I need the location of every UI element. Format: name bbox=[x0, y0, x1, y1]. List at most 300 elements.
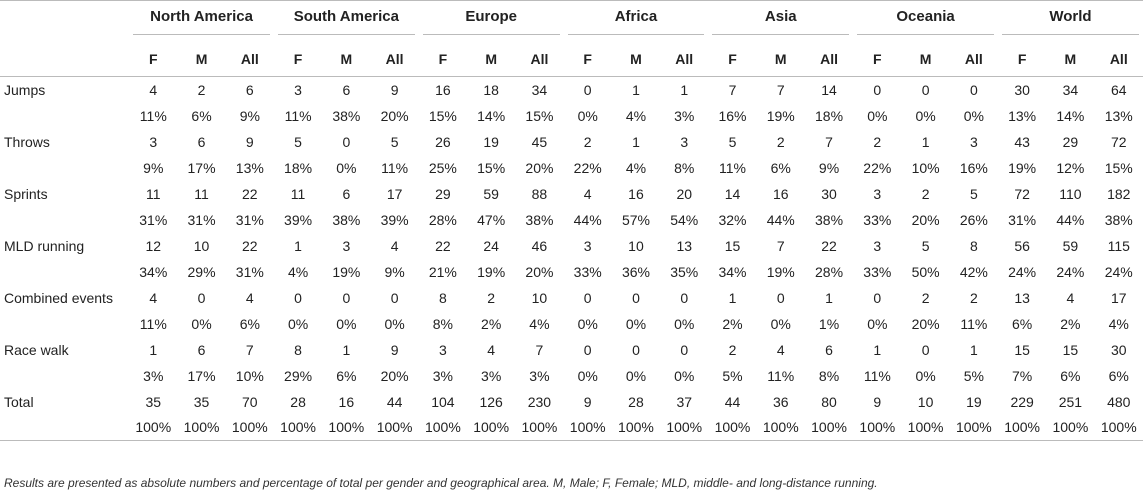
count-cell: 1 bbox=[632, 133, 640, 150]
count-cell: 17 bbox=[386, 185, 403, 202]
count-cell: 88 bbox=[531, 185, 548, 202]
percent-cell: 19% bbox=[766, 263, 795, 280]
percent-cell: 44% bbox=[766, 211, 795, 228]
count-cell: 5 bbox=[390, 133, 399, 150]
percent-cell: 25% bbox=[428, 159, 457, 176]
count-cell: 229 bbox=[1010, 393, 1034, 410]
percent-cell: 0% bbox=[336, 159, 357, 176]
count-cell: 1 bbox=[680, 81, 689, 98]
percent-cell: 20% bbox=[380, 107, 409, 124]
count-cell: 44 bbox=[386, 393, 403, 410]
count-cell: 20 bbox=[676, 185, 693, 202]
percent-cell: 6% bbox=[1060, 367, 1081, 384]
count-cell: 0 bbox=[969, 81, 978, 98]
count-cell: 5 bbox=[921, 237, 930, 254]
count-cell: 6 bbox=[342, 185, 351, 202]
percent-cell: 0% bbox=[625, 367, 647, 384]
count-cell: 7 bbox=[776, 237, 785, 254]
count-cell: 4 bbox=[390, 237, 399, 254]
percent-cell: 6% bbox=[239, 315, 260, 332]
count-cell: 6 bbox=[245, 81, 254, 98]
percent-cell: 4% bbox=[1108, 315, 1129, 332]
percent-cell: 0% bbox=[963, 107, 984, 124]
row-label: Throws bbox=[4, 133, 50, 150]
count-cell: 5 bbox=[728, 133, 737, 150]
percent-cell: 38% bbox=[525, 211, 554, 228]
count-cell: 13 bbox=[676, 237, 693, 254]
percent-cell: 33% bbox=[573, 263, 602, 280]
percent-cell: 24% bbox=[1104, 263, 1133, 280]
percent-cell: 0% bbox=[336, 315, 357, 332]
percent-cell: 20% bbox=[525, 159, 554, 176]
count-cell: 28 bbox=[628, 393, 644, 410]
gender-header: M bbox=[485, 51, 497, 68]
table-row-percentages bbox=[0, 103, 1143, 129]
percent-cell: 39% bbox=[284, 211, 313, 228]
count-cell: 1 bbox=[294, 237, 302, 254]
percent-cell: 6% bbox=[770, 159, 791, 176]
count-cell: 70 bbox=[242, 393, 258, 410]
count-cell: 6 bbox=[342, 81, 351, 98]
percent-cell: 100% bbox=[618, 419, 654, 436]
count-cell: 22 bbox=[821, 237, 837, 254]
count-cell: 10 bbox=[917, 393, 934, 410]
count-cell: 8 bbox=[294, 341, 302, 358]
percent-cell: 3% bbox=[529, 367, 550, 384]
table-row-percentages bbox=[0, 259, 1143, 285]
count-cell: 7 bbox=[245, 341, 254, 358]
row-label-empty bbox=[0, 207, 129, 233]
count-cell: 16 bbox=[435, 81, 451, 98]
count-cell: 35 bbox=[193, 393, 210, 410]
gender-header: F bbox=[1017, 51, 1027, 68]
percent-cell: 9% bbox=[239, 107, 260, 124]
count-cell: 3 bbox=[969, 133, 978, 150]
percent-cell: 32% bbox=[718, 211, 747, 228]
percent-cell: 8% bbox=[674, 159, 695, 176]
count-cell: 0 bbox=[680, 289, 689, 306]
row-label-empty bbox=[0, 311, 129, 337]
count-cell: 0 bbox=[632, 289, 640, 306]
row-label-empty bbox=[0, 103, 129, 129]
percent-cell: 100% bbox=[376, 419, 413, 436]
percent-cell: 14% bbox=[1056, 107, 1085, 124]
gender-header: M bbox=[630, 51, 642, 68]
table-row-percentages bbox=[0, 311, 1143, 337]
count-cell: 11 bbox=[146, 185, 161, 202]
percent-cell: 9% bbox=[818, 159, 840, 176]
count-cell: 4 bbox=[245, 289, 254, 306]
count-cell: 251 bbox=[1058, 393, 1083, 410]
count-cell: 59 bbox=[483, 185, 499, 202]
count-cell: 0 bbox=[342, 133, 351, 150]
table-row-counts bbox=[0, 181, 1143, 207]
percent-cell: 47% bbox=[477, 211, 506, 228]
count-cell: 6 bbox=[825, 341, 833, 358]
percent-cell: 22% bbox=[573, 159, 602, 176]
percent-cell: 100% bbox=[859, 419, 896, 436]
percent-cell: 0% bbox=[287, 315, 309, 332]
count-cell: 104 bbox=[431, 393, 455, 410]
percent-cell: 100% bbox=[135, 419, 172, 436]
gender-header: M bbox=[1064, 51, 1077, 68]
region-header-label: Asia bbox=[712, 8, 849, 35]
percent-cell: 13% bbox=[1104, 107, 1133, 124]
count-cell: 7 bbox=[825, 133, 833, 150]
percent-cell: 100% bbox=[907, 419, 944, 436]
region-header-label: Europe bbox=[423, 8, 560, 35]
gender-header: F bbox=[148, 51, 158, 68]
gender-header: All bbox=[240, 51, 259, 68]
table-row-percentages bbox=[0, 363, 1143, 389]
percent-cell: 29% bbox=[187, 263, 216, 280]
table-row-counts bbox=[0, 337, 1143, 363]
percent-cell: 100% bbox=[1052, 419, 1089, 436]
gender-header-row bbox=[0, 43, 1143, 77]
percent-cell: 11% bbox=[960, 315, 988, 332]
percent-cell: 3% bbox=[143, 367, 164, 384]
region-header bbox=[129, 1, 274, 43]
percent-cell: 2% bbox=[722, 315, 743, 332]
percent-cell: 6% bbox=[336, 367, 357, 384]
percent-cell: 14% bbox=[477, 107, 506, 124]
row-label: Total bbox=[4, 393, 34, 410]
row-label: MLD running bbox=[4, 237, 85, 254]
count-cell: 230 bbox=[527, 393, 552, 410]
percent-cell: 10% bbox=[911, 159, 940, 176]
percent-cell: 0% bbox=[674, 367, 695, 384]
count-cell: 30 bbox=[821, 185, 837, 202]
percent-cell: 5% bbox=[963, 367, 984, 384]
percent-cell: 11% bbox=[767, 367, 795, 384]
count-cell: 1 bbox=[921, 133, 930, 150]
percent-cell: 16% bbox=[718, 107, 747, 124]
percent-cell: 12% bbox=[1056, 159, 1085, 176]
percent-cell: 16% bbox=[959, 159, 988, 176]
count-cell: 0 bbox=[873, 81, 882, 98]
percent-cell: 21% bbox=[428, 263, 457, 280]
percent-cell: 29% bbox=[284, 367, 313, 384]
percent-cell: 36% bbox=[621, 263, 650, 280]
percent-cell: 19% bbox=[1008, 159, 1037, 176]
count-cell: 10 bbox=[531, 289, 548, 306]
percent-cell: 13% bbox=[235, 159, 264, 176]
table-row-percentages bbox=[0, 207, 1143, 233]
count-cell: 15 bbox=[1014, 341, 1030, 358]
percent-cell: 22% bbox=[863, 159, 892, 176]
count-cell: 0 bbox=[197, 289, 206, 306]
count-cell: 45 bbox=[531, 133, 548, 150]
count-cell: 35 bbox=[145, 393, 162, 410]
count-cell: 10 bbox=[193, 237, 210, 254]
count-cell: 0 bbox=[632, 341, 640, 358]
percent-cell: 44% bbox=[573, 211, 602, 228]
count-cell: 3 bbox=[873, 237, 882, 254]
count-cell: 3 bbox=[438, 341, 447, 358]
percent-cell: 20% bbox=[911, 211, 940, 228]
percent-cell: 100% bbox=[811, 419, 847, 436]
count-cell: 9 bbox=[583, 393, 592, 410]
count-cell: 11 bbox=[290, 185, 306, 202]
count-cell: 8 bbox=[438, 289, 447, 306]
percent-cell: 24% bbox=[1056, 263, 1085, 280]
region-header bbox=[998, 1, 1143, 43]
count-cell: 0 bbox=[583, 81, 592, 98]
count-cell: 19 bbox=[966, 393, 982, 410]
percent-cell: 54% bbox=[670, 211, 699, 228]
count-cell: 9 bbox=[390, 341, 399, 358]
percent-cell: 44% bbox=[1056, 211, 1085, 228]
count-cell: 115 bbox=[1107, 237, 1130, 254]
count-cell: 36 bbox=[772, 393, 789, 410]
percent-cell: 6% bbox=[1108, 367, 1129, 384]
count-cell: 37 bbox=[676, 393, 693, 410]
count-cell: 8 bbox=[969, 237, 978, 254]
percent-cell: 13% bbox=[1008, 107, 1037, 124]
count-cell: 182 bbox=[1107, 185, 1131, 202]
percent-cell: 0% bbox=[867, 107, 888, 124]
count-cell: 4 bbox=[776, 341, 785, 358]
percent-cell: 19% bbox=[332, 263, 361, 280]
percent-cell: 18% bbox=[284, 159, 313, 176]
row-label: Combined events bbox=[4, 289, 113, 306]
count-cell: 16 bbox=[628, 185, 644, 202]
gender-header: M bbox=[774, 51, 787, 68]
table-row-counts bbox=[0, 285, 1143, 311]
percent-cell: 100% bbox=[183, 419, 220, 436]
corner-cell bbox=[0, 43, 129, 77]
percent-cell: 0% bbox=[770, 315, 791, 332]
percent-cell: 100% bbox=[473, 419, 510, 436]
percent-cell: 7% bbox=[1012, 367, 1033, 384]
count-cell: 22 bbox=[435, 237, 451, 254]
gender-header: All bbox=[820, 51, 838, 68]
percent-cell: 15% bbox=[1104, 159, 1133, 176]
count-cell: 72 bbox=[1014, 185, 1030, 202]
count-cell: 44 bbox=[724, 393, 741, 410]
count-cell: 2 bbox=[921, 289, 930, 306]
percent-cell: 19% bbox=[766, 107, 795, 124]
count-cell: 29 bbox=[1062, 133, 1079, 150]
percent-cell: 100% bbox=[666, 419, 703, 436]
percent-cell: 4% bbox=[529, 315, 550, 332]
percent-cell: 0% bbox=[384, 315, 405, 332]
percent-cell: 17% bbox=[187, 367, 216, 384]
count-cell: 5 bbox=[969, 185, 978, 202]
count-cell: 29 bbox=[435, 185, 451, 202]
count-cell: 3 bbox=[680, 133, 689, 150]
percent-cell: 0% bbox=[867, 315, 888, 332]
percent-cell: 0% bbox=[625, 315, 647, 332]
percent-cell: 28% bbox=[428, 211, 457, 228]
count-cell: 4 bbox=[1066, 289, 1075, 306]
count-cell: 126 bbox=[479, 393, 503, 410]
gender-header: M bbox=[195, 51, 208, 68]
count-cell: 110 bbox=[1059, 185, 1082, 202]
count-cell: 7 bbox=[535, 341, 544, 358]
table-row-counts bbox=[0, 77, 1143, 103]
percent-cell: 11% bbox=[139, 315, 167, 332]
count-cell: 4 bbox=[149, 289, 158, 306]
percent-cell: 0% bbox=[577, 107, 598, 124]
percent-cell: 20% bbox=[380, 367, 409, 384]
percent-cell: 0% bbox=[674, 315, 695, 332]
table-row-percentages bbox=[0, 415, 1143, 441]
gender-header: F bbox=[728, 51, 737, 68]
count-cell: 22 bbox=[242, 185, 258, 202]
percent-cell: 26% bbox=[959, 211, 988, 228]
gender-header: All bbox=[1109, 51, 1128, 68]
count-cell: 56 bbox=[1014, 237, 1030, 254]
count-cell: 13 bbox=[1014, 289, 1030, 306]
percent-cell: 4% bbox=[625, 107, 647, 124]
percent-cell: 100% bbox=[762, 419, 799, 436]
count-cell: 2 bbox=[776, 133, 785, 150]
percent-cell: 17% bbox=[187, 159, 216, 176]
count-cell: 1 bbox=[342, 341, 351, 358]
table-row-counts bbox=[0, 233, 1143, 259]
percent-cell: 4% bbox=[287, 263, 309, 280]
percent-cell: 100% bbox=[424, 419, 461, 436]
percent-cell: 57% bbox=[621, 211, 650, 228]
percent-cell: 50% bbox=[911, 263, 940, 280]
region-header bbox=[419, 1, 564, 43]
percent-cell: 20% bbox=[911, 315, 940, 332]
region-header bbox=[853, 1, 998, 43]
row-label-empty bbox=[0, 415, 129, 441]
row-label-empty bbox=[0, 155, 129, 181]
count-cell: 1 bbox=[825, 289, 833, 306]
count-cell: 6 bbox=[197, 341, 206, 358]
percent-cell: 31% bbox=[235, 211, 264, 228]
count-cell: 4 bbox=[149, 81, 158, 98]
count-cell: 3 bbox=[294, 81, 302, 98]
count-cell: 43 bbox=[1014, 133, 1030, 150]
percent-cell: 24% bbox=[1008, 263, 1037, 280]
count-cell: 19 bbox=[483, 133, 499, 150]
region-header-label: World bbox=[1002, 8, 1139, 35]
percent-cell: 9% bbox=[143, 159, 164, 176]
count-cell: 15 bbox=[1062, 341, 1079, 358]
count-cell: 0 bbox=[680, 341, 689, 358]
region-header-row bbox=[0, 1, 1143, 43]
count-cell: 34 bbox=[1062, 81, 1079, 98]
count-cell: 14 bbox=[821, 81, 837, 98]
count-cell: 26 bbox=[435, 133, 451, 150]
gender-header: All bbox=[530, 51, 549, 68]
count-cell: 0 bbox=[873, 289, 882, 306]
count-cell: 7 bbox=[728, 81, 737, 98]
gender-header: All bbox=[675, 51, 694, 68]
region-header-label: Oceania bbox=[857, 8, 994, 35]
percent-cell: 0% bbox=[915, 367, 936, 384]
percent-cell: 100% bbox=[714, 419, 751, 436]
region-header bbox=[274, 1, 419, 43]
percent-cell: 33% bbox=[863, 211, 892, 228]
count-cell: 0 bbox=[342, 289, 351, 306]
count-cell: 2 bbox=[487, 289, 496, 306]
percent-cell: 0% bbox=[577, 315, 598, 332]
table-row-percentages bbox=[0, 155, 1143, 181]
row-label-empty bbox=[0, 363, 129, 389]
percent-cell: 100% bbox=[955, 419, 992, 436]
percent-cell: 31% bbox=[187, 211, 216, 228]
count-cell: 3 bbox=[342, 237, 351, 254]
count-cell: 0 bbox=[776, 289, 785, 306]
percent-cell: 3% bbox=[432, 367, 453, 384]
percent-cell: 100% bbox=[569, 419, 606, 436]
count-cell: 0 bbox=[583, 289, 592, 306]
percent-cell: 100% bbox=[1100, 419, 1137, 436]
count-cell: 59 bbox=[1062, 237, 1079, 254]
row-label-empty bbox=[0, 259, 129, 285]
count-cell: 3 bbox=[873, 185, 882, 202]
percent-cell: 11% bbox=[863, 367, 891, 384]
percent-cell: 34% bbox=[718, 263, 747, 280]
count-cell: 2 bbox=[728, 341, 737, 358]
percent-cell: 100% bbox=[231, 419, 268, 436]
percent-cell: 42% bbox=[959, 263, 988, 280]
percent-cell: 38% bbox=[1104, 211, 1133, 228]
gender-header: M bbox=[919, 51, 932, 68]
count-cell: 0 bbox=[921, 341, 930, 358]
count-cell: 1 bbox=[969, 341, 978, 358]
percent-cell: 15% bbox=[428, 107, 457, 124]
percent-cell: 11% bbox=[139, 107, 167, 124]
percent-cell: 1% bbox=[818, 315, 840, 332]
count-cell: 2 bbox=[873, 133, 882, 150]
count-cell: 18 bbox=[483, 81, 499, 98]
percent-cell: 39% bbox=[380, 211, 409, 228]
region-header bbox=[564, 1, 709, 43]
count-cell: 4 bbox=[583, 185, 592, 202]
count-cell: 10 bbox=[628, 237, 644, 254]
percent-cell: 6% bbox=[1012, 315, 1033, 332]
count-cell: 12 bbox=[145, 237, 162, 254]
percent-cell: 10% bbox=[235, 367, 264, 384]
percent-cell: 31% bbox=[235, 263, 264, 280]
table-row-counts bbox=[0, 129, 1143, 155]
count-cell: 9 bbox=[390, 81, 399, 98]
count-cell: 3 bbox=[149, 133, 158, 150]
percent-cell: 5% bbox=[722, 367, 743, 384]
gender-header: All bbox=[385, 51, 404, 68]
table-row-counts bbox=[0, 389, 1143, 415]
count-cell: 17 bbox=[1110, 289, 1127, 306]
count-cell: 1 bbox=[728, 289, 737, 306]
percent-cell: 33% bbox=[863, 263, 892, 280]
count-cell: 9 bbox=[245, 133, 254, 150]
count-cell: 0 bbox=[294, 289, 302, 306]
count-cell: 0 bbox=[921, 81, 930, 98]
count-cell: 1 bbox=[873, 341, 882, 358]
corner-cell bbox=[0, 1, 129, 43]
percent-cell: 2% bbox=[481, 315, 502, 332]
percent-cell: 100% bbox=[521, 419, 558, 436]
percent-cell: 100% bbox=[328, 419, 365, 436]
gender-header: F bbox=[438, 51, 448, 68]
count-cell: 24 bbox=[483, 237, 499, 254]
count-cell: 7 bbox=[776, 81, 785, 98]
count-cell: 3 bbox=[583, 237, 592, 254]
count-cell: 9 bbox=[873, 393, 882, 410]
count-cell: 5 bbox=[294, 133, 302, 150]
percent-cell: 6% bbox=[191, 107, 212, 124]
row-label: Jumps bbox=[4, 81, 46, 98]
count-cell: 80 bbox=[821, 393, 837, 410]
percent-cell: 34% bbox=[139, 263, 168, 280]
percent-cell: 3% bbox=[674, 107, 695, 124]
